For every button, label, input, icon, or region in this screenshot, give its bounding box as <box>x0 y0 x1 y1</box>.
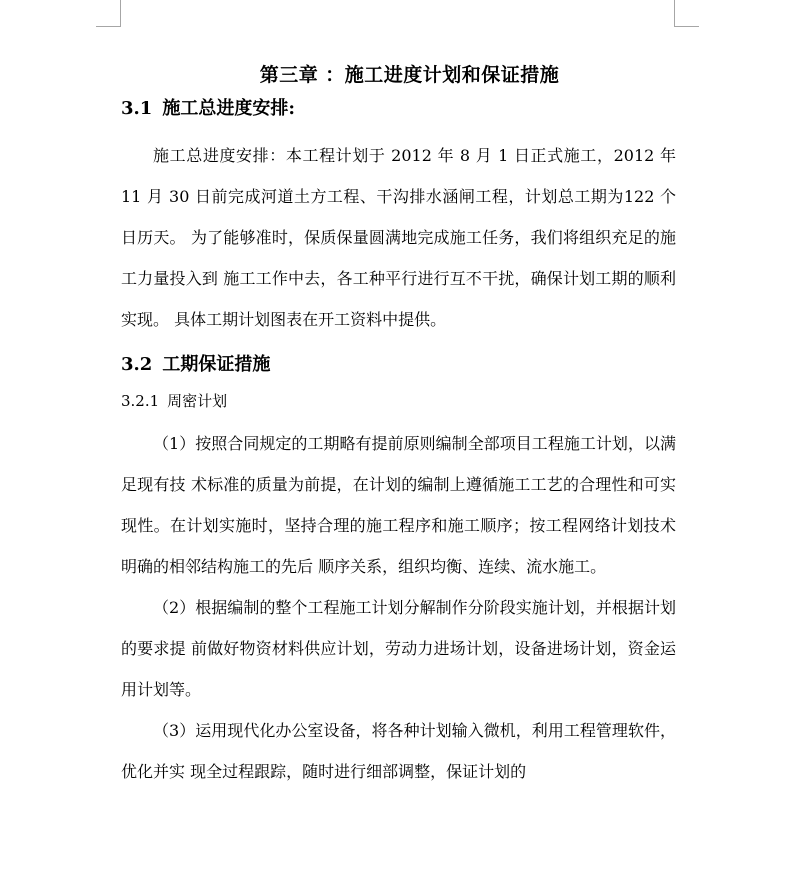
section-number: 3.2 <box>121 354 153 375</box>
paragraph-schedule: 施工总进度安排：本工程计划于 2012 年 8 月 1 日正式施工，2012 年 11 月 30 日前完成河道土方工程、干沟排水涵闸工程，计划总工期为122 个日历天。 为了能够准时，保质保量圆满地完成施工任务，我们将组织充足的施工力量投入到 施工工作中去，各工种平行进行互不干扰，确保计划工期的顺利实现。 具体工期计划图表在开工资料中提供。 <box>121 146 676 329</box>
chapter-title: 第三章 ：施工进度计划和保证措施 <box>259 64 560 86</box>
section-heading-3-2 <box>121 348 676 382</box>
paragraph-item-1: （1）按照合同规定的工期略有提前原则编制全部项目工程施工计划，以满足现有技 术标准的质量为前提，在计划的编制上遵循施工工艺的合理性和可实现性。在计划实施时，坚持合理的施工程序和施工顺序；按工程网络计划技术明确的相邻结构施工的先后 顺序关系，组织均衡、连续、流水施工。 <box>121 434 676 576</box>
subsection-title: 周密计划 <box>167 392 228 410</box>
paragraph-item-2: （2）根据编制的整个工程施工计划分解制作分阶段实施计划，并根据计划的要求提 前做好物资材料供应计划，劳动力进场计划，设备进场计划，资金运用计划等。 <box>121 598 676 699</box>
page-corner-mark-top-left <box>96 0 121 27</box>
document-page <box>121 58 676 792</box>
section-number: 3.1 <box>121 98 153 119</box>
section-heading-3-1 <box>121 92 676 126</box>
subsection-heading-3-2-1 <box>121 382 676 420</box>
section-title: 工期保证措施 <box>162 354 271 375</box>
paragraph-item-3: （3）运用现代化办公室设备，将各种计划输入微机，利用工程管理软件，优化并实 现全过程跟踪，随时进行细部调整，保证计划的 <box>121 721 676 781</box>
page-corner-mark-top-right <box>674 0 699 27</box>
subsection-number: 3.2.1 <box>121 392 160 410</box>
section-title: 施工总进度安排: <box>162 98 295 119</box>
